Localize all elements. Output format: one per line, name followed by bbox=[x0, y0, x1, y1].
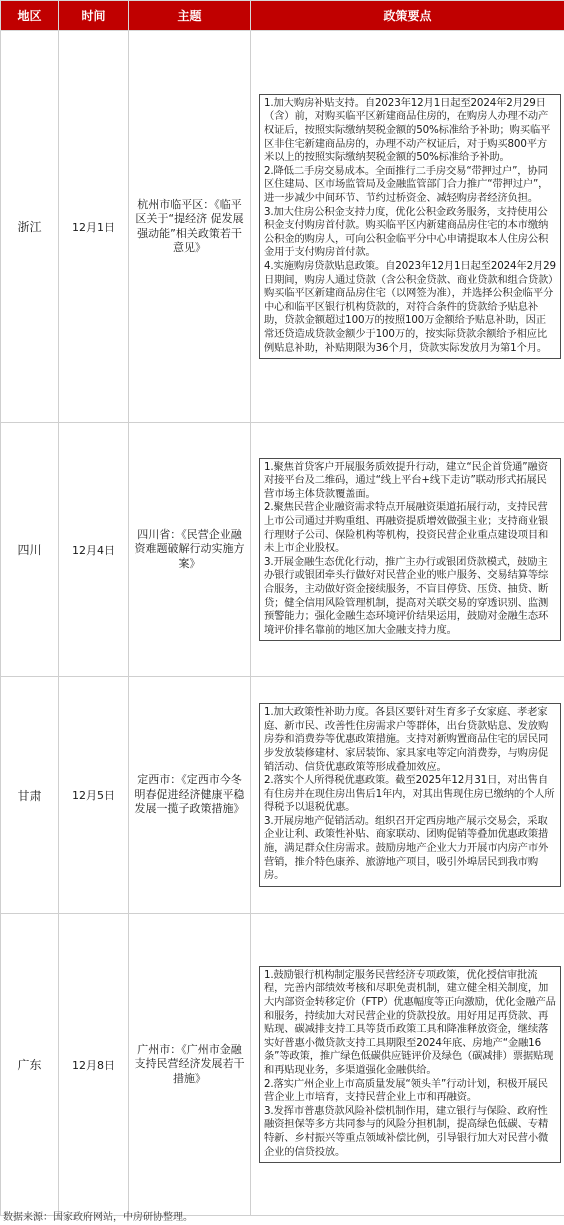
points-cell bbox=[251, 31, 564, 423]
policy-point: 2.落实个人所得税优惠政策。截至2025年12月31日，对出售自有住房并在现住房出售后1年内，对其出售现住房已缴纳的个人所得税予以退税优惠。 bbox=[264, 774, 555, 814]
header-time: 时间 bbox=[59, 1, 129, 31]
policy-point: 1.加大购房补贴支持。自2023年12月1日起至2024年2月29日（含）前，对购买临平区新建商品住房的，在购房人办理不动产权证后，按照实际缴纳契税金额的50%标准给予补助；购买临平区非住宅新建商品房的，办理不动产权证后，对于购买800平方米以上的按照实际缴纳契税金额的50%标准给予补助。 bbox=[264, 96, 551, 164]
points-box bbox=[259, 703, 561, 887]
region-cell: 广东 bbox=[1, 914, 59, 1216]
date-cell: 12月4日 bbox=[59, 423, 129, 677]
topic-cell: 杭州市临平区：《临平区关于“提经济 促发展 强动能”相关政策若干意见》 bbox=[129, 31, 251, 423]
policy-point: 2.聚焦民营企业融资需求特点开展融资渠道拓展行动，支持民营上市公司通过并购重组、再融资提质增效做强主业；支持商业银行理财子公司、保险机构等机构，投资民营企业重点建设项目和未上市企业股权。 bbox=[264, 501, 549, 555]
table-row bbox=[1, 31, 564, 423]
points-cell bbox=[251, 677, 564, 914]
policy-point: 1.加大政策性补助力度。各县区要针对生育多子女家庭、孝老家庭、新市民、改善性住房需求户等群体，出台贷款贴息、发放购房券和消费券等优惠政策措施。支持对新购置商品住宅的居民同步发放装修建材、家居装饰、家具家电等定向消费券，与购房促销活动、信贷优惠政策等形成叠加效应。 bbox=[264, 706, 549, 773]
policy-point: 3.开展房地产促销活动。组织召开定西房地产展示交易会，采取企业让利、政策性补贴、商家联动、团购促销等叠加优惠政策措施，满足群众住房需求。鼓励房地产企业大力开展市内房产市外营销，推介特色康养、旅游地产项目，吸引外埠居民到我市购房。 bbox=[264, 814, 549, 882]
table-row bbox=[1, 677, 564, 914]
topic-cell: 定西市：《定西市今冬明春促进经济健康平稳发展一揽子政策措施》 bbox=[129, 677, 251, 914]
date-cell: 12月8日 bbox=[59, 914, 129, 1216]
header-region: 地区 bbox=[1, 1, 59, 31]
points-cell bbox=[251, 914, 564, 1216]
header-points: 政策要点 bbox=[251, 1, 564, 31]
points-box bbox=[259, 94, 561, 359]
policy-point: 1.聚焦首贷客户开展服务质效提升行动，建立“民企首贷通”融资对接平台及二维码，通过“线上平台+线下走访”联动形式拓展民营市场主体贷款覆盖面。 bbox=[264, 460, 548, 500]
table-header-row bbox=[1, 1, 564, 31]
date-cell: 12月5日 bbox=[59, 677, 129, 914]
topic-cell: 广州市：《广州市金融支持民营经济发展若干措施》 bbox=[129, 914, 251, 1216]
points-box bbox=[259, 966, 561, 1163]
region-cell: 浙江 bbox=[1, 31, 59, 423]
region-cell: 甘肃 bbox=[1, 677, 59, 914]
policy-point: 3.开展金融生态优化行动，推广主办行或银团贷款模式，鼓励主办银行或银团牵头行做好对民营企业的账户服务、交易结算等综合服务，主动做好资金接续服务，不盲目停贷、压贷、抽贷、断贷；健全信用风险管理机制，提高对关联交易的穿透识别、监测预警能力；强化金融生态环境评价结果运用，鼓励对金融生态环境评价排名靠前的地区加大金融支持力度。 bbox=[264, 555, 549, 636]
table-row bbox=[1, 423, 564, 677]
topic-cell: 四川省：《民营企业融资难题破解行动实施方案》 bbox=[129, 423, 251, 677]
policy-point: 4.实施购房贷款贴息政策。自2023年12月1日起至2024年2月29日期间，购房人通过贷款（含公积金贷款、商业贷款和组合贷款）购买临平区新建商品房住宅（以网签为准），并选择公积金临平分中心和临平区银行机构贷款的，对符合条件的贷款给予贴息补助，贷款金额超过100万的按照100万金额给予贴息补助，因正常还贷造成贷款金额少于100万的，按实际贷款余额给予相应比例贴息补助，补贴期限为36个月，贷款实际发放月为第1个月。 bbox=[264, 259, 556, 354]
header-topic: 主题 bbox=[129, 1, 251, 31]
policy-point: 3.发挥市普惠贷款风险补偿机制作用，建立银行与保险、政府性融资担保等多方共同参与的风险分担机制，提高绿色低碳、专精特新、乡村振兴等重点领域补偿比例，引导银行加大对民营小微企业的信贷投放。 bbox=[264, 1104, 549, 1158]
policy-point: 1.鼓励银行机构制定服务民营经济专项政策，优化授信审批流程，完善内部绩效考核和尽职免责机制，建立健全相关制度，加大内部资金转移定价（FTP）优惠幅度等正向激励，优化金融产品和服务，持续加大对民营企业的贷款投放。用好用足再贷款、再贴现、碳减排支持工具等货币政策工具和降准释放资金，继续落实好普惠小微贷款支持工具期限至2024年底、房地产“金融16条”等政策，推广绿色低碳供应链评价及绿色（碳减排）票据贴现和再贴现业务，多渠道强化金融供给。 bbox=[264, 968, 556, 1076]
date-cell: 12月1日 bbox=[59, 31, 129, 423]
region-cell: 四川 bbox=[1, 423, 59, 677]
table-row bbox=[1, 914, 564, 1216]
policy-point: 2.降低二手房交易成本。全面推行二手房交易“带押过户”，协同区住建局、区市场监管局及金融监管部门合力推广“带押过户”，进一步减少中间环节、节约过桥资金、减轻购房者经济负担。 bbox=[264, 164, 549, 205]
policy-point: 3.加大住房公积金支持力度，优化公积金政务服务，支持使用公积金支付购房首付款。购买临平区内新建商品房住宅的本市缴纳公积金的购房人，可向公积金临平分中心申请提取本人住房公积金用于支付购房首付款。 bbox=[264, 205, 549, 259]
source-note: 数据来源：国家政府网站，中房研协整理。 bbox=[3, 1212, 193, 1223]
policy-point: 2.落实广州企业上市高质量发展“领头羊”行动计划，积极开展民营企业上市培育，支持民营企业上市和再融资。 bbox=[264, 1077, 548, 1104]
points-cell bbox=[251, 423, 564, 677]
points-box bbox=[259, 458, 561, 642]
